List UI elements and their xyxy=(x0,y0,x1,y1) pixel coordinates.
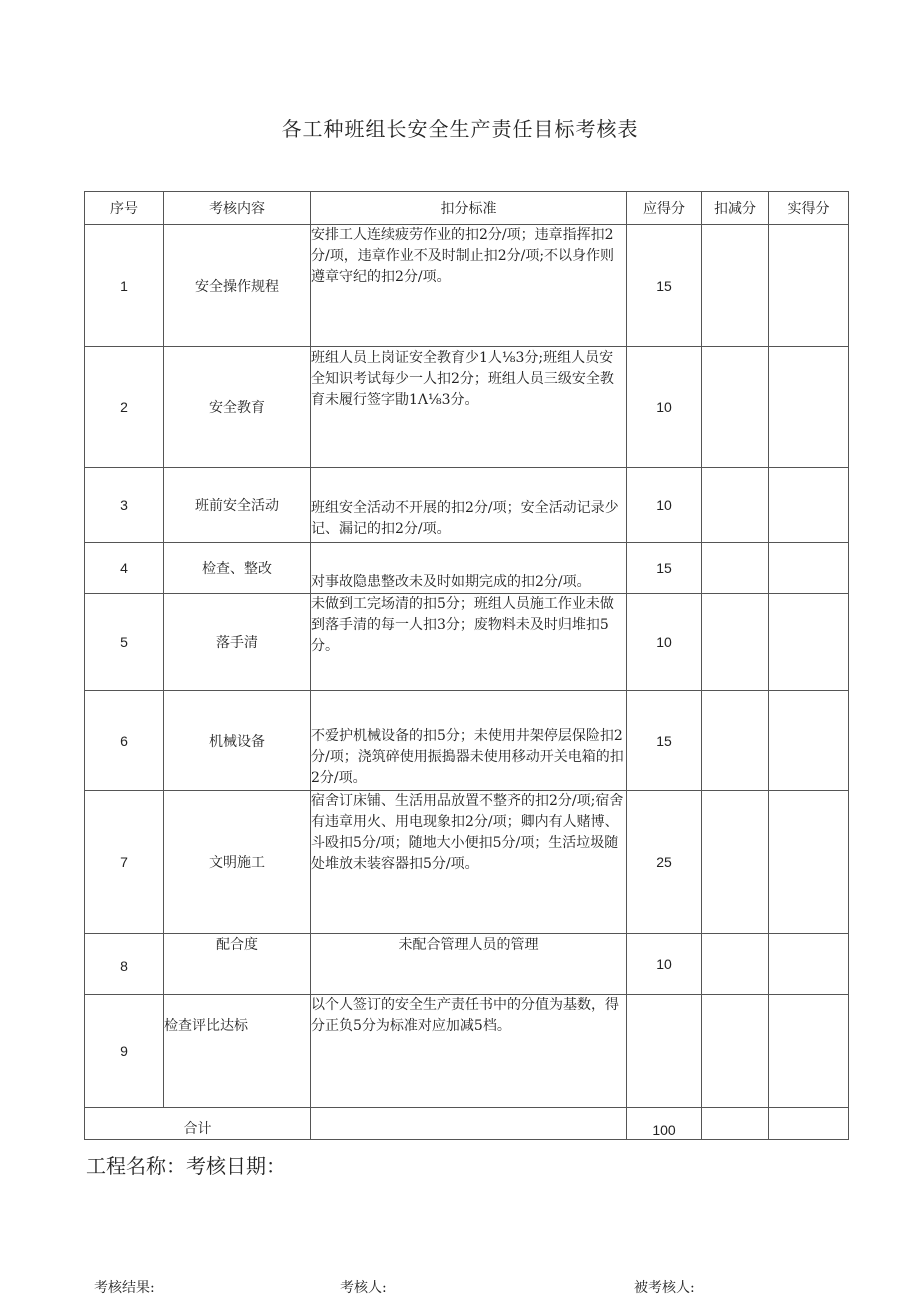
row-criteria: 未做到工完场清的扣5分；班组人员施工作业未做到落手清的每一人扣3分；废物料未及时归堆扣5分。 xyxy=(311,594,627,691)
header-actual: 实得分 xyxy=(769,192,849,225)
row-deduct[interactable] xyxy=(702,995,769,1108)
row-score: 15 xyxy=(627,225,702,347)
row-content: 检查评比达标 xyxy=(164,995,311,1108)
row-deduct[interactable] xyxy=(702,691,769,791)
row-index: 1 xyxy=(85,225,164,347)
row-deduct[interactable] xyxy=(702,347,769,468)
row-index: 3 xyxy=(85,468,164,543)
project-name-date-line: 工程名称：考核日期： xyxy=(86,1154,286,1178)
header-criteria: 扣分标准 xyxy=(311,192,627,225)
row-actual[interactable] xyxy=(769,691,849,791)
row-deduct[interactable] xyxy=(702,791,769,934)
assessment-table xyxy=(84,191,849,1140)
row-criteria: 安排工人连续疲劳作业的扣2分/项；违章指挥扣2分/项，违章作业不及时制止扣2分/项;不以身作则遵章守纪的扣2分/项。 xyxy=(311,225,627,347)
row-index: 9 xyxy=(85,995,164,1108)
row-score: 10 xyxy=(627,468,702,543)
row-criteria: 对事故隐患整改未及时如期完成的扣2分/项。 xyxy=(311,543,627,594)
total-criteria-cell xyxy=(311,1108,627,1140)
row-criteria: 宿舍订床铺、生活用品放置不整齐的扣2分/项;宿舍有违章用火、用电现象扣2分/项；卿内有人赌博、斗殴扣5分/项；随地大小便扣5分/项；生活垃圾随处堆放未装容器扣5分/项。 xyxy=(311,791,627,934)
row-content: 安全教育 xyxy=(164,347,311,468)
row-deduct[interactable] xyxy=(702,225,769,347)
header-score: 应得分 xyxy=(627,192,702,225)
row-content: 检查、整改 xyxy=(164,543,311,594)
row-content: 落手清 xyxy=(164,594,311,691)
header-content: 考核内容 xyxy=(164,192,311,225)
table-header-row xyxy=(85,192,849,225)
row-score: 10 xyxy=(627,934,702,995)
row-deduct[interactable] xyxy=(702,594,769,691)
row-criteria: 班组安全活动不开展的扣2分/项；安全活动记录少记、漏记的扣2分/项。 xyxy=(311,468,627,543)
row-index: 2 xyxy=(85,347,164,468)
row-actual[interactable] xyxy=(769,543,849,594)
row-score: 10 xyxy=(627,594,702,691)
total-score: 100 xyxy=(627,1108,702,1140)
total-label: 合计 xyxy=(85,1108,311,1140)
row-actual[interactable] xyxy=(769,225,849,347)
row-actual[interactable] xyxy=(769,995,849,1108)
result-label: 考核结果: xyxy=(94,1280,155,1296)
assessor-label: 考核人: xyxy=(340,1280,387,1296)
row-index: 7 xyxy=(85,791,164,934)
row-criteria: 未配合管理人员的管理 xyxy=(311,934,627,995)
row-actual[interactable] xyxy=(769,934,849,995)
table-row xyxy=(85,594,849,691)
page-title: 各工种班组长安全生产责任目标考核表 xyxy=(281,117,639,141)
row-score: 15 xyxy=(627,543,702,594)
row-criteria: 班组人员上岗证安全教育少1人⅛3分;班组人员安全知识考试每少一人扣2分；班组人员三级安全教育未履行签字勖1Λ⅛3分。 xyxy=(311,347,627,468)
row-content: 安全操作规程 xyxy=(164,225,311,347)
row-content: 配合度 xyxy=(164,934,311,995)
table-row xyxy=(85,934,849,995)
row-score: 15 xyxy=(627,691,702,791)
row-deduct[interactable] xyxy=(702,934,769,995)
row-score: 10 xyxy=(627,347,702,468)
total-actual[interactable] xyxy=(769,1108,849,1140)
row-content: 文明施工 xyxy=(164,791,311,934)
row-score xyxy=(627,995,702,1108)
row-score: 25 xyxy=(627,791,702,934)
table-row xyxy=(85,468,849,543)
assessee-label: 被考核人: xyxy=(634,1280,695,1296)
table-row xyxy=(85,691,849,791)
row-actual[interactable] xyxy=(769,347,849,468)
table-row xyxy=(85,543,849,594)
table-row xyxy=(85,995,849,1108)
row-deduct[interactable] xyxy=(702,468,769,543)
table-row xyxy=(85,791,849,934)
table-row xyxy=(85,347,849,468)
header-deduct: 扣减分 xyxy=(702,192,769,225)
row-index: 6 xyxy=(85,691,164,791)
row-criteria: 不爱护机械设备的扣5分；未使用井架停层保险扣2分/项；浇筑碎使用振搗器未使用移动开关电箱的扣2分/项。 xyxy=(311,691,627,791)
row-deduct[interactable] xyxy=(702,543,769,594)
total-deduct[interactable] xyxy=(702,1108,769,1140)
header-index: 序号 xyxy=(85,192,164,225)
table-row xyxy=(85,225,849,347)
row-actual[interactable] xyxy=(769,594,849,691)
row-criteria: 以个人签订的安全生产责任书中的分值为基数，得分正负5分为标准对应加减5档。 xyxy=(311,995,627,1108)
row-index: 5 xyxy=(85,594,164,691)
row-content: 机械设备 xyxy=(164,691,311,791)
row-content: 班前安全活动 xyxy=(164,468,311,543)
row-actual[interactable] xyxy=(769,468,849,543)
row-index: 8 xyxy=(85,934,164,995)
row-actual[interactable] xyxy=(769,791,849,934)
row-index: 4 xyxy=(85,543,164,594)
table-total-row xyxy=(85,1108,849,1140)
